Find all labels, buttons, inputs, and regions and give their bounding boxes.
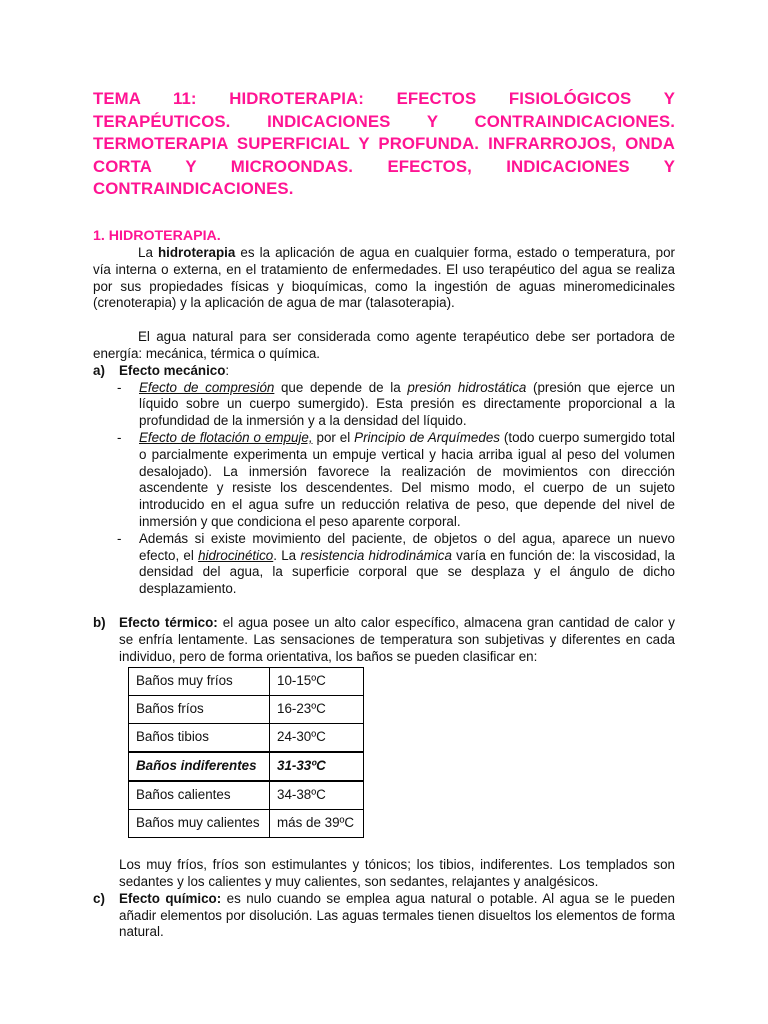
term-arquimedes: Principio de Arquímedes [354,429,500,445]
table-cell-name: Baños tibios [129,724,270,753]
text: Además si existe movimiento del paciente, de objetos o del agua, aparece un nuevo efecto, el [139,530,675,563]
dash-bullet: - [117,429,122,445]
p1-pre: La [138,244,158,260]
p1-rest: es la aplicación de agua en cualquier forma, estado o temperatura, por vía interna o externa, en el tratamiento de enfermedades. El uso terapéutico del agua se realiza por sus propiedades físicas y bioquímicas, como la ingestión de aguas mineromedicinales (crenoterapia) y la aplicación de agua de mar (talasoterapia). [93,244,675,311]
document-page [93,88,675,941]
table-row [129,668,364,696]
paragraph-bath-effects: Los muy fríos, fríos son estimulantes y tónicos; los tibios, indiferentes. Los templados son sedantes y los calientes y muy calientes, son sedantes, relajantes y analgésicos. [119,857,675,890]
item-a-title: Efecto mecánico [119,362,226,378]
term-resistencia: resistencia hidrodinámica [300,547,452,563]
text: (presión que ejerce un líquido sobre un cuerpo sumergido). Esta presión es directamente proporcional a la profundidad de la inmersión y a la densidad del líquido. [139,379,675,429]
bath-temperature-table [128,667,364,838]
document-title: TEMA 11: HIDROTERAPIA: EFECTOS FISIOLÓGICOS Y TERAPÉUTICOS. INDICACIONES Y CONTRAINDICACIONES. TERMOTERAPIA SUPERFICIAL Y PROFUNDA. INFRARROJOS, ONDA CORTA Y MICROONDAS. EFECTOS, INDICACIONES Y CONTRAINDICACIONES. [93,89,675,199]
table-cell-name: Baños muy fríos [129,668,270,696]
item-c-text: es nulo cuando se emplea agua natural o potable. Al agua se le pueden añadir elementos por disolución. Las aguas termales tienen disueltos los elementos de forma natural. [119,890,675,940]
table-row [129,781,364,810]
table-cell-name: Baños calientes [129,781,270,810]
item-c [93,891,675,941]
item-b [93,615,675,665]
section-heading-hidroterapia: 1. HIDROTERAPIA. [93,227,221,244]
table-cell-temp: 34-38ºC [270,781,364,810]
item-b-label: b) [93,614,106,630]
text: varía en función de: la viscosidad, la densidad del agua, la superficie corporal que se desplaza y el ángulo de dicho desplazamiento. [139,547,675,597]
table-row [129,810,364,838]
table-cell-temp: 24-30ºC [270,724,364,753]
table-cell-temp: 31-33ºC [270,752,364,781]
table-cell-name: Baños fríos [129,696,270,724]
item-a-heading [93,363,675,380]
table-cell-name: Baños indiferentes [129,752,270,781]
item-a-label: a) [93,362,105,378]
item-b-title: Efecto térmico: [119,614,218,630]
item-b-text: el agua posee un alto calor específico, almacena gran cantidad de calor y se enfría lentamente. Las sensaciones de temperatura son subjetivas y diferentes en cada individuo, pero de forma orientativa, los baños se pueden clasificar en: [119,614,675,664]
term-presion-hidrostatica: presión hidrostática [407,379,527,395]
list-item [117,430,675,531]
table-row [129,696,364,724]
paragraph-energy: El agua natural para ser considerada como agente terapéutico debe ser portadora de energía: mecánica, térmica o química. [93,329,675,361]
term-flotacion: Efecto de flotación o empuje, [139,429,313,445]
paragraph-definition [93,245,675,312]
text: que depende de la [274,379,408,395]
table-cell-name: Baños muy calientes [129,810,270,838]
table-row [129,724,364,753]
table-cell-temp: 16-23ºC [270,696,364,724]
dash-bullet: - [117,379,122,395]
text: . La [273,547,301,563]
term-hidrocinetico: hidrocinético [198,547,274,563]
table-cell-temp: 10-15ºC [270,668,364,696]
list-item [117,380,675,430]
table-row-highlighted [129,752,364,781]
text: por el [312,429,355,445]
term-compresion: Efecto de compresión [139,379,275,395]
table-cell-temp: más de 39ºC [270,810,364,838]
item-c-label: c) [93,890,105,906]
item-c-title: Efecto químico: [119,890,222,906]
list-item [117,531,675,598]
dash-bullet: - [117,530,122,546]
item-a-colon: : [225,362,230,378]
text: (todo cuerpo sumergido total o parcialmente experimenta un empuje vertical y hacia arriba igual al peso del volumen desalojado). La inmersión favorece la realización de movimientos con dirección ascendente y resiste los descendentes. Del mismo modo, el cuerpo de un sujeto introducido en el agua sufre un reducción relativa de peso, que depende del nivel de inmersión y que condiciona el peso aparente corporal. [139,429,676,529]
term-hidroterapia: hidroterapia [157,244,236,260]
